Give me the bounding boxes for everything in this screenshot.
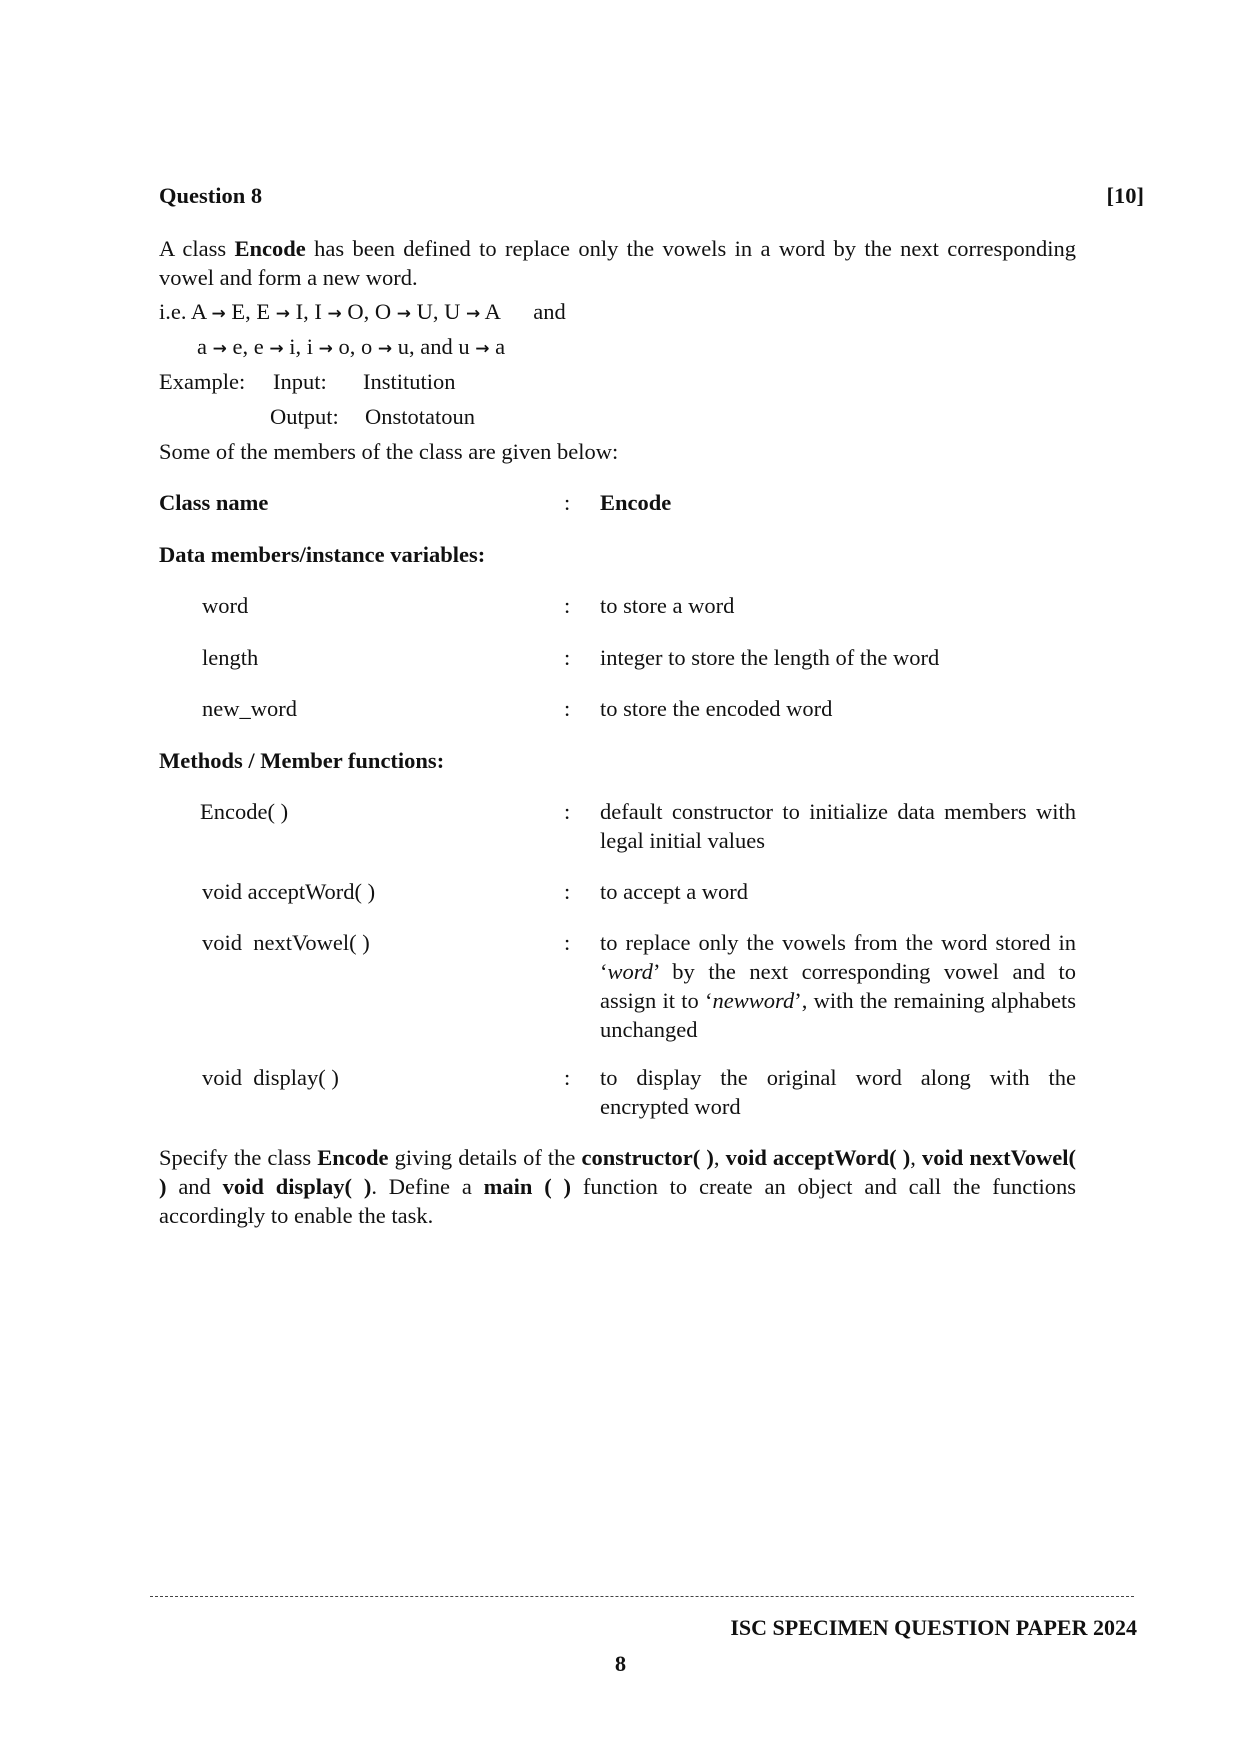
page-number: 8 bbox=[614, 1651, 627, 1676]
example-input-line: Example: Input: Institution bbox=[159, 369, 456, 394]
arrow-icon: → bbox=[269, 339, 284, 359]
arrow-icon: → bbox=[212, 339, 227, 359]
class-name-inline: Encode bbox=[234, 236, 306, 261]
arrow-icon: → bbox=[396, 304, 412, 324]
arrow-icon: → bbox=[327, 304, 342, 324]
arrow-icon: → bbox=[466, 304, 481, 324]
arrow-icon: → bbox=[211, 304, 226, 324]
question-header bbox=[159, 181, 1144, 210]
example-input-value: Institution bbox=[363, 369, 456, 394]
vowel-map-uppercase: i.e. A → E, E → I, I → O, O → U, U → A and bbox=[159, 299, 566, 324]
intro-paragraph: A class Encode has been defined to replace only the vowels in a word by the next corresponding vowel and form a new word. bbox=[159, 236, 1076, 290]
example-output-value: Onstotatoun bbox=[365, 404, 475, 429]
question-marks: [10] bbox=[1106, 183, 1144, 208]
arrow-icon: → bbox=[318, 339, 333, 359]
instructions-paragraph: Specify the class Encode giving details of the constructor( ), void acceptWord( ), void nextVowel( ) and void display( ). Define a main ( ) function to create an object and call the functions accordingly to enable the task. bbox=[159, 1145, 1077, 1228]
vowel-map-lowercase: a → e, e → i, i → o, o → u, and u → a bbox=[197, 334, 506, 359]
question-title: Question 8 bbox=[159, 183, 263, 208]
arrow-icon: → bbox=[275, 304, 291, 324]
arrow-icon: → bbox=[475, 339, 490, 359]
arrow-icon: → bbox=[377, 339, 393, 359]
members-intro: Some of the members of the class are given below: bbox=[159, 439, 619, 464]
footer-title: ISC SPECIMEN QUESTION PAPER 2024 bbox=[730, 1615, 1137, 1640]
footer-divider bbox=[150, 1596, 1134, 1597]
